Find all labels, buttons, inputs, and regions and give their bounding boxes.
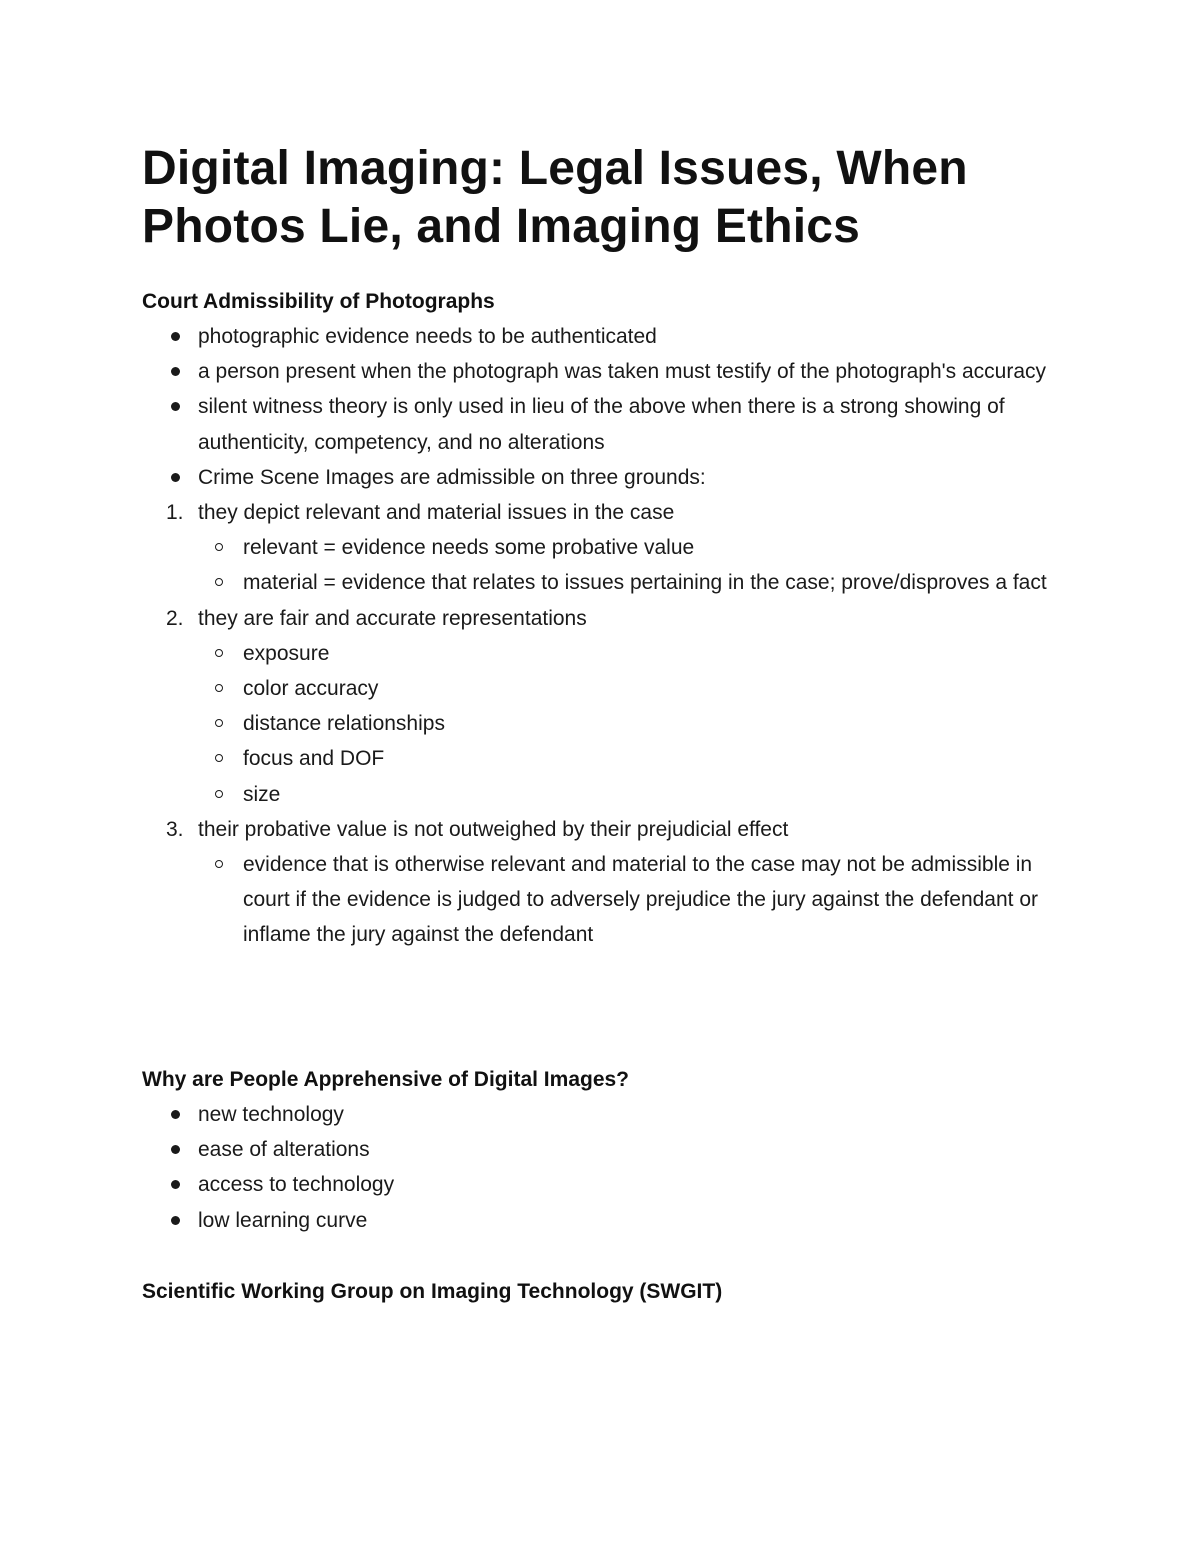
list-item-text: focus and DOF	[243, 747, 385, 771]
bullet-disc-icon	[171, 402, 180, 411]
bullet-disc-icon	[171, 1216, 180, 1225]
bullet-list	[142, 319, 1062, 495]
sub-list-item	[142, 741, 1062, 776]
section-heading: Scientific Working Group on Imaging Technology (SWGIT)	[142, 1280, 723, 1303]
list-item	[142, 1167, 1062, 1202]
section-heading: Why are People Apprehensive of Digital Images?	[142, 1068, 630, 1091]
bullet-circle-icon	[215, 754, 223, 762]
list-item-text: photographic evidence needs to be authenticated	[198, 325, 657, 348]
bullet-circle-icon	[215, 860, 223, 868]
list-item-text: silent witness theory is only used in lieu of the above when there is a strong showing of authenticity, competency, and no alterations	[198, 395, 1005, 454]
bullet-circle-icon	[215, 719, 223, 727]
item-number: 1.	[166, 501, 184, 525]
bullet-disc-icon	[171, 332, 180, 341]
bullet-disc-icon	[171, 1110, 180, 1119]
list-item-text: evidence that is otherwise relevant and material to the case may not be admissible in court if the evidence is judged to adversely prejudice the jury against the defendant or inflame the jury against the defendant	[243, 853, 1038, 947]
numbered-item	[142, 601, 1062, 636]
bullet-circle-icon	[215, 578, 223, 586]
list-item-text: exposure	[243, 641, 330, 665]
list-item-text: low learning curve	[198, 1208, 368, 1232]
list-item-text: distance relationships	[243, 712, 445, 736]
bullet-disc-icon	[171, 473, 180, 482]
numbered-item	[142, 495, 1062, 530]
bullet-disc-icon	[171, 1180, 180, 1189]
sub-list-item	[142, 777, 1062, 812]
sub-list-item	[142, 847, 1062, 953]
section-heading: Court Admissibility of Photographs	[142, 290, 495, 313]
list-item-text: their probative value is not outweighed by their prejudicial effect	[198, 817, 789, 841]
list-item-text: access to technology	[198, 1173, 395, 1197]
list-item-text: color accuracy	[243, 677, 379, 701]
sub-list-item	[142, 565, 1062, 600]
list-item	[142, 389, 1062, 459]
sub-list-item	[142, 636, 1062, 671]
numbered-item	[142, 812, 1062, 847]
bullet-circle-icon	[215, 649, 223, 657]
list-item	[142, 354, 1062, 389]
bullet-disc-icon	[171, 367, 180, 376]
item-number: 3.	[166, 817, 184, 841]
list-item-text: size	[243, 782, 281, 806]
list-item	[142, 460, 1062, 495]
section-court-admissibility	[142, 284, 1062, 953]
list-item-text: new technology	[198, 1103, 344, 1126]
bullet-circle-icon	[215, 684, 223, 692]
list-item	[142, 1203, 1062, 1238]
bullet-disc-icon	[171, 1145, 180, 1154]
list-item	[142, 1132, 1062, 1167]
bullet-circle-icon	[215, 543, 223, 551]
bullet-list	[142, 1097, 1062, 1238]
list-item-text: material = evidence that relates to issues pertaining in the case; prove/disproves a fact	[243, 571, 1047, 595]
list-item-text: ease of alterations	[198, 1138, 370, 1162]
sub-list-item	[142, 530, 1062, 565]
list-item-text: Crime Scene Images are admissible on three grounds:	[198, 465, 706, 489]
list-item-text: they are fair and accurate representations	[198, 606, 587, 630]
sub-list-item	[142, 671, 1062, 706]
list-item	[142, 319, 1062, 354]
numbered-list	[142, 495, 1062, 953]
section-apprehensive	[142, 1062, 1062, 1238]
item-number: 2.	[166, 606, 184, 630]
list-item-text: a person present when the photograph was taken must testify of the photograph's accuracy	[198, 360, 1047, 384]
list-item-text: they depict relevant and material issues in the case	[198, 501, 675, 525]
bullet-circle-icon	[215, 790, 223, 798]
list-item-text: relevant = evidence needs some probative value	[243, 536, 695, 560]
sub-list-item	[142, 706, 1062, 741]
page-title: Digital Imaging: Legal Issues, When Photos Lie, and Imaging Ethics	[142, 142, 968, 253]
list-item	[142, 1097, 1062, 1132]
section-swgit	[142, 1274, 1062, 1309]
